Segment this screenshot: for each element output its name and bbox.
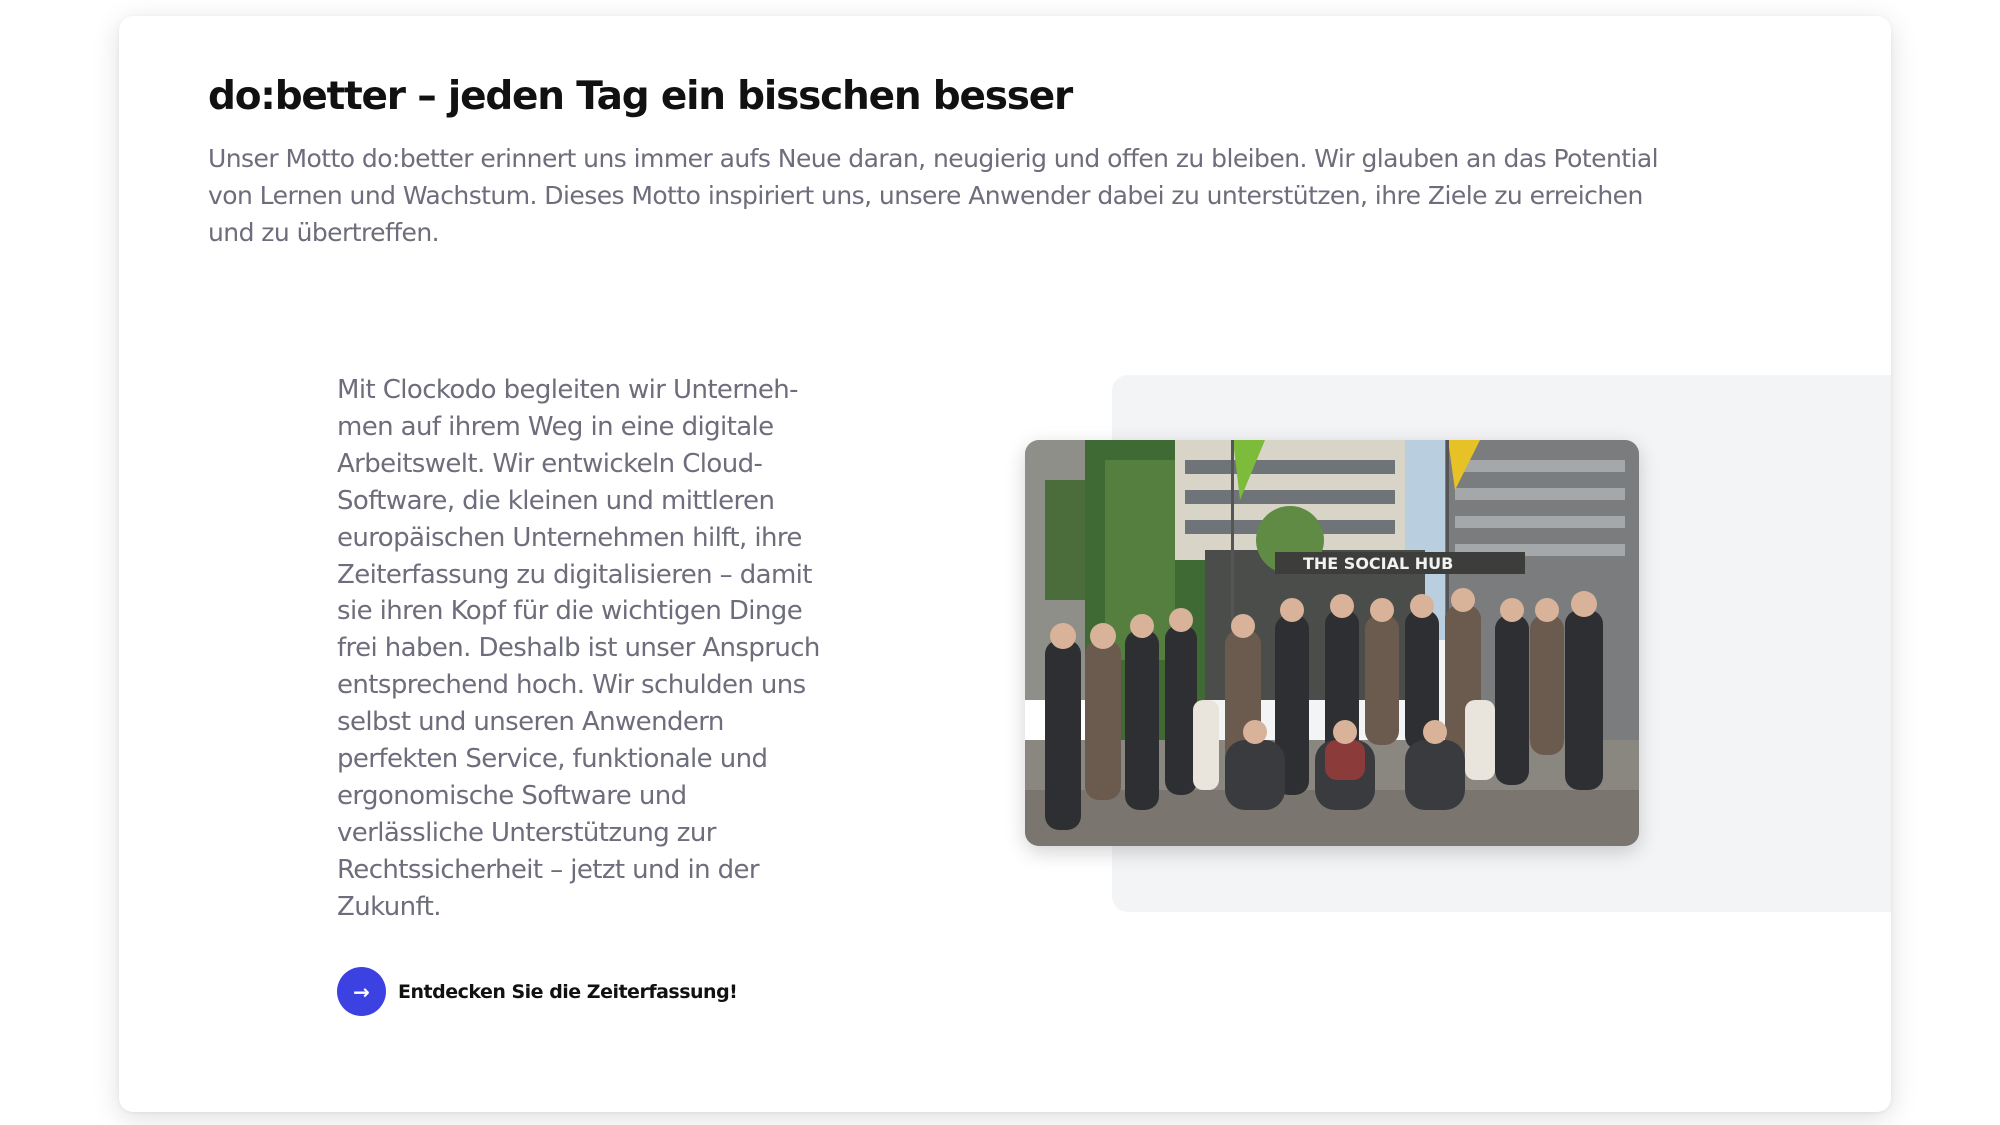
team-photo [1025,440,1639,846]
cta-label[interactable]: Entdecken Sie die Zeiterfassung! [398,980,738,1003]
content-card [119,16,1891,1112]
intro-paragraph: Unser Motto do:better erinnert uns immer aufs Neue daran, neugierig und offen zu bleiben. Wir glauben an das Potential von Lernen und Wachstum. Dieses Motto inspiriert uns, unsere Anwender dabei zu unterstützen, ihre Ziele zu erreichen und zu übertreffen. [208,144,1659,247]
section-headline: do:better – jeden Tag ein bisschen besser [208,74,1073,119]
discover-time-tracking-link[interactable] [337,967,737,1016]
arrow-right-icon[interactable]: → [337,967,386,1016]
photo-sign-text: THE SOCIAL HUB [1303,554,1454,573]
body-paragraph: Mit Clockodo begleiten wir Unternehmen auf ihrem Weg in eine digitale Arbeitswelt. Wir entwickeln Cloud-Software, die kleinen und mittleren europäischen Unternehmen hilft, ihre Zeiterfassung zu digitalisieren – damit sie ihren Kopf für die wichtigen Dinge frei haben. Deshalb ist unser Anspruch entsprechend hoch. Wir schulden uns selbst und unseren Anwendern perfekten Service, funktionale und ergonomische Software und verlässliche Unterstützung zur Rechtssicherheit – jetzt und in der Zukunft. [337,375,820,922]
team-photo-illustration [1025,440,1639,846]
